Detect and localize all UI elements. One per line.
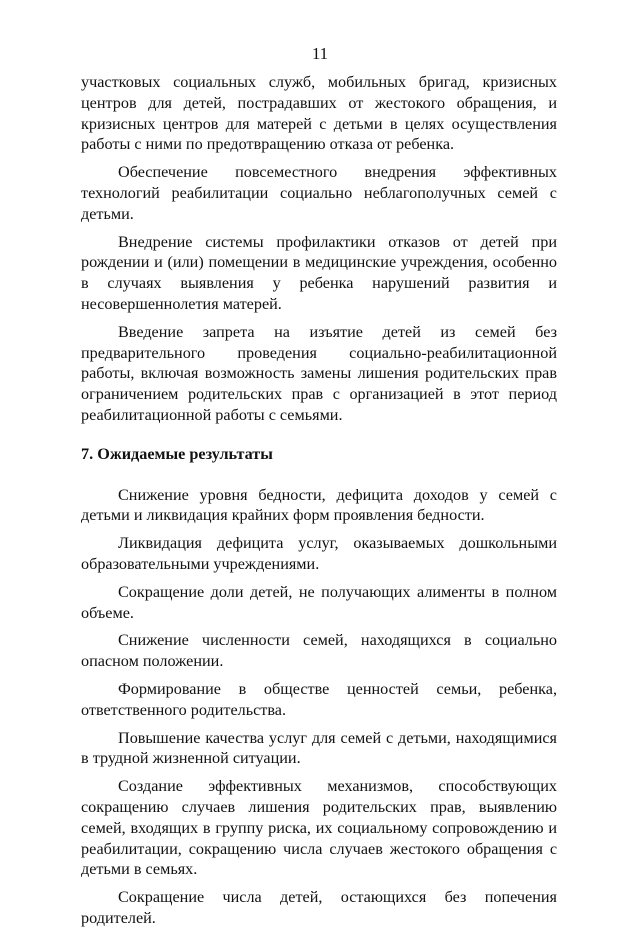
section-heading: 7. Ожидаемые результаты <box>81 444 273 463</box>
paragraph: Формирование в обществе ценностей семьи, ребенка, ответственного родительства. <box>81 679 557 719</box>
paragraph: Сокращение числа детей, остающихся без попечения родителей. <box>81 888 557 927</box>
paragraph: Повышение качества услуг для семей с детьми, находящимися в трудной жизненной ситуации. <box>81 728 557 768</box>
paragraph: Введение запрета на изъятие детей из семей без предварительного проведения социально-реабилитационной работы, включая возможность замены лишения родительских прав ограничением родительских прав с организацией в этот период реабилитационной работы с семьями. <box>81 322 557 424</box>
page-number: 11 <box>311 44 329 63</box>
paragraph: Сокращение доли детей, не получающих алименты в полном объеме. <box>81 582 557 622</box>
paragraph: Снижение численности семей, находящихся в социально опасном положении. <box>81 631 557 671</box>
document-body <box>81 72 557 936</box>
paragraph: Ликвидация дефицита услуг, оказываемых дошкольными образовательными учреждениями. <box>81 534 557 573</box>
paragraph: Создание эффективных механизмов, способствующих сокращению случаев лишения родительских прав, выявлению семей, входящих в группу риска, их социальному сопровождению и реабилитации, сокращению числа случаев жестокого обращения с детьми в семьях. <box>81 777 557 879</box>
paragraph: участковых социальных служб, мобильных бригад, кризисных центров для детей, пострадавших от жестокого обращения, и кризисных центров для матерей с детьми в целях осуществления работы с ними по предотвращению отказа от ребенка. <box>81 73 557 154</box>
paragraph: Обеспечение повсеместного внедрения эффективных технологий реабилитации социально неблагополучных семей с детьми. <box>81 163 557 223</box>
paragraph: Снижение уровня бедности, дефицита доходов у семей с детьми и ликвидация крайних форм проявления бедности. <box>81 485 557 525</box>
paragraph: Внедрение системы профилактики отказов от детей при рождении и (или) помещении в медицинские учреждения, особенно в случаях выявления у ребенка нарушений развития и несовершеннолетия матерей. <box>81 232 557 313</box>
